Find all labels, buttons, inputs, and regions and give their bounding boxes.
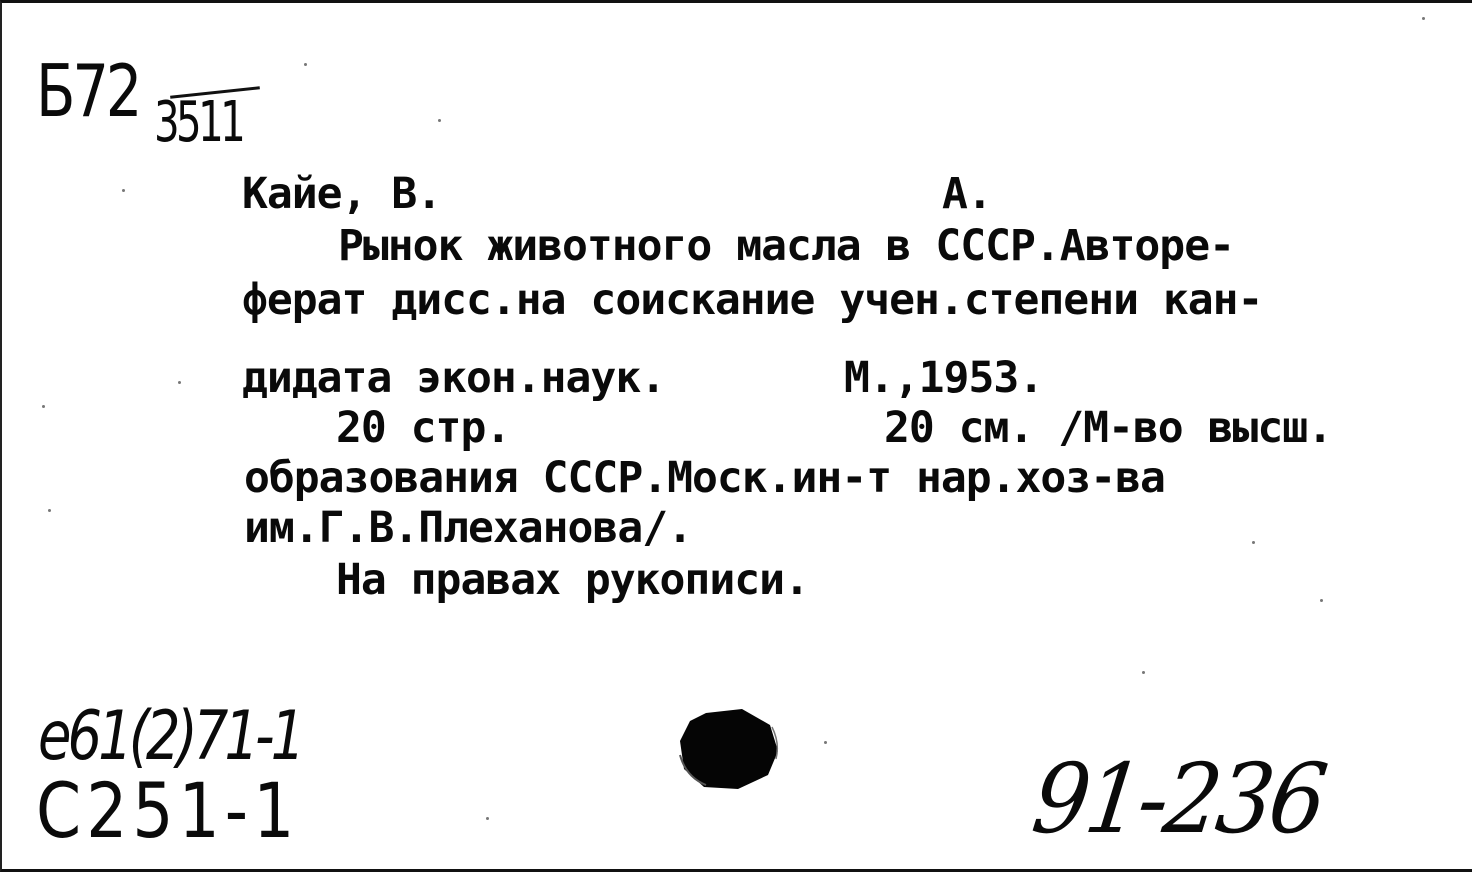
handwritten-shelf-code: C251-1 — [36, 766, 300, 855]
entry-imprint: М.,1953. — [844, 353, 1044, 403]
entry-series-line-3: им.Г.В.Плеханова/. — [244, 503, 692, 553]
entry-size-series: 20 см. /М-во высш. — [884, 403, 1332, 453]
entry-title-line-1: Рынок животного масла в СССР.Автоpe- — [338, 221, 1234, 271]
handwritten-class-code: e61(2)71-1 — [38, 697, 302, 776]
entry-author-initial: А. — [942, 169, 992, 219]
call-number-sub: 3511 — [154, 90, 243, 155]
scan-speck — [122, 189, 125, 192]
scan-speck — [42, 405, 45, 408]
scan-speck — [1422, 17, 1425, 20]
entry-author: Кайе, В. — [242, 169, 442, 219]
scan-speck — [486, 817, 489, 820]
scan-speck — [178, 381, 181, 384]
scan-speck — [1252, 541, 1255, 544]
entry-series-line-2: образования СССР.Моск.ин-т нар.хоз-ва — [244, 453, 1165, 503]
scan-speck — [1142, 671, 1145, 674]
call-number-main: Б72 — [36, 49, 140, 133]
entry-title-line-3: дидата экон.наук. — [242, 353, 666, 403]
entry-title-line-2: ферат дисс.на соискание учен.степени кан- — [242, 275, 1263, 325]
scan-speck — [1320, 599, 1323, 602]
punch-hole-icon — [676, 707, 780, 791]
scan-speck — [824, 741, 827, 744]
scan-speck — [304, 63, 307, 66]
scan-speck — [438, 119, 441, 122]
handwritten-inventory-number: 91-236 — [1026, 743, 1330, 855]
scan-speck — [48, 509, 51, 512]
entry-note: На правах рукописи. — [336, 555, 809, 605]
entry-pages: 20 стр. — [336, 403, 511, 453]
